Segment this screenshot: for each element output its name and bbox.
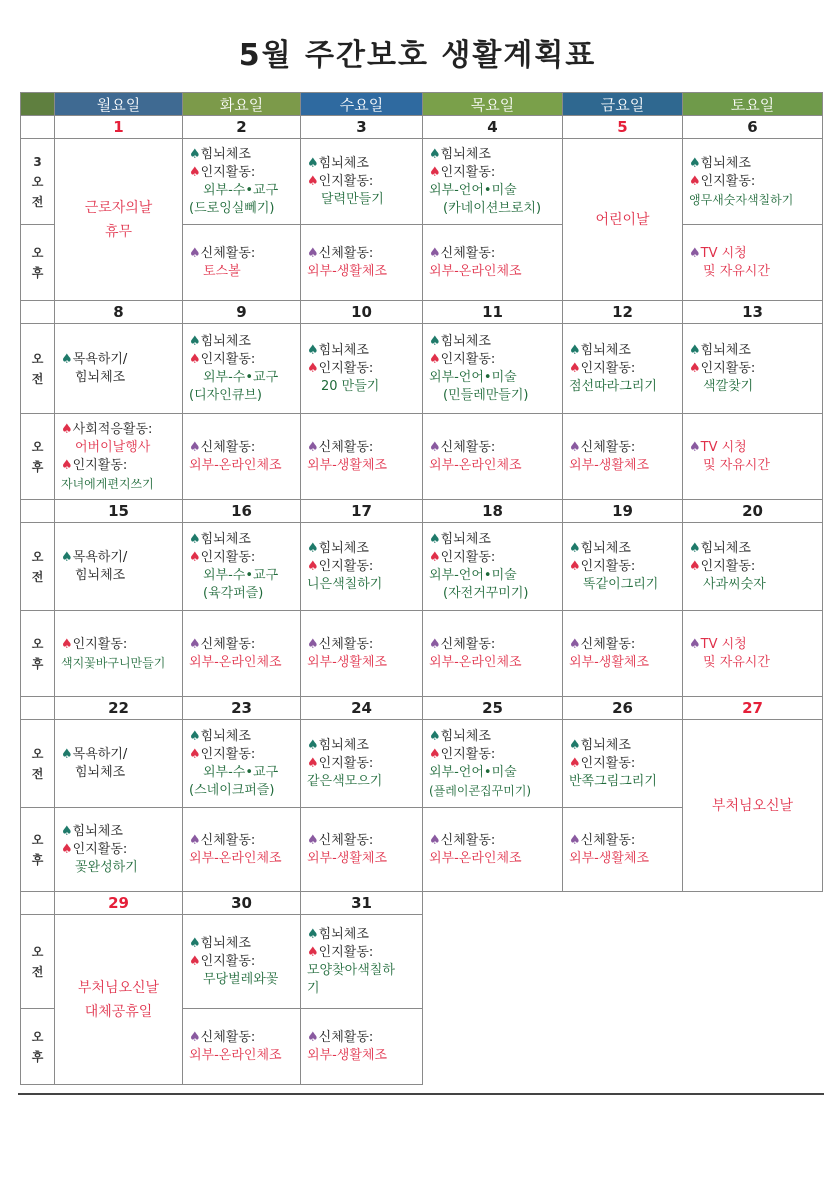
spade-icon: ♠ bbox=[307, 245, 319, 261]
spade-icon: ♠ bbox=[569, 540, 581, 556]
am-label: 3 오 전 bbox=[21, 139, 55, 225]
schedule-cell: ♠목욕하기/ 힘뇌체조 bbox=[55, 523, 183, 611]
spade-icon: ♠ bbox=[429, 549, 441, 565]
day-header-sat: 토요일 bbox=[683, 93, 823, 116]
spade-icon: ♠ bbox=[569, 755, 581, 771]
schedule-cell: ♠신체활동: 외부-생활체조 bbox=[563, 414, 683, 500]
date-number: 3 bbox=[301, 116, 423, 139]
date-number: 25 bbox=[423, 697, 563, 720]
date-number: 4 bbox=[423, 116, 563, 139]
date-number: 24 bbox=[301, 697, 423, 720]
spade-icon: ♠ bbox=[689, 342, 701, 358]
date-number: 20 bbox=[683, 500, 823, 523]
holiday-cell: 부처님오신날 대체공휴일 bbox=[55, 915, 183, 1085]
schedule-cell: ♠신체활동: 외부-온라인체조 bbox=[183, 1009, 301, 1085]
spade-icon: ♠ bbox=[61, 421, 73, 437]
schedule-cell: ♠힘뇌체조 ♠인지활동: 외부-언어•미술 (카네이션브로치) bbox=[423, 139, 563, 225]
date-number: 9 bbox=[183, 301, 301, 324]
spade-icon: ♠ bbox=[689, 636, 701, 652]
spade-icon: ♠ bbox=[189, 935, 201, 951]
date-number: 15 bbox=[55, 500, 183, 523]
schedule-cell: ♠힘뇌체조 ♠인지활동: 외부-언어•미술 (자전거꾸미기) bbox=[423, 523, 563, 611]
schedule-cell: ♠신체활동: 외부-생활체조 bbox=[301, 808, 423, 892]
corner-cell bbox=[21, 93, 55, 116]
date-number: 16 bbox=[183, 500, 301, 523]
spade-icon: ♠ bbox=[429, 245, 441, 261]
date-row bbox=[21, 116, 823, 139]
schedule-cell: ♠힘뇌체조 ♠인지활동: 색깔찾기 bbox=[683, 324, 823, 414]
date-number: 8 bbox=[55, 301, 183, 324]
date-number: 17 bbox=[301, 500, 423, 523]
spade-icon: ♠ bbox=[307, 832, 319, 848]
schedule-cell: ♠신체활동: 외부-생활체조 bbox=[301, 611, 423, 697]
spade-icon: ♠ bbox=[429, 746, 441, 762]
date-number: 19 bbox=[563, 500, 683, 523]
schedule-cell: ♠신체활동: 외부-온라인체조 bbox=[183, 808, 301, 892]
date-number: 30 bbox=[183, 892, 301, 915]
schedule-table bbox=[20, 92, 823, 1085]
schedule-cell: ♠목욕하기/ 힘뇌체조 bbox=[55, 324, 183, 414]
spade-icon: ♠ bbox=[307, 755, 319, 771]
spade-icon: ♠ bbox=[429, 832, 441, 848]
day-header-thu: 목요일 bbox=[423, 93, 563, 116]
schedule-cell: ♠목욕하기/ 힘뇌체조 bbox=[55, 720, 183, 808]
spade-icon: ♠ bbox=[307, 439, 319, 455]
schedule-cell: ♠힘뇌체조 ♠인지활동: 같은색모으기 bbox=[301, 720, 423, 808]
spade-icon: ♠ bbox=[689, 540, 701, 556]
spade-icon: ♠ bbox=[61, 746, 73, 762]
spade-icon: ♠ bbox=[61, 841, 73, 857]
spade-icon: ♠ bbox=[429, 351, 441, 367]
spade-icon: ♠ bbox=[569, 558, 581, 574]
day-header-wed: 수요일 bbox=[301, 93, 423, 116]
schedule-cell: ♠TV 시청 및 자유시간 bbox=[683, 611, 823, 697]
date-number: 10 bbox=[301, 301, 423, 324]
schedule-cell: ♠힘뇌체조 ♠인지활동: 똑같이그리기 bbox=[563, 523, 683, 611]
spade-icon: ♠ bbox=[429, 531, 441, 547]
spade-icon: ♠ bbox=[189, 245, 201, 261]
spade-icon: ♠ bbox=[689, 245, 701, 261]
spade-icon: ♠ bbox=[429, 728, 441, 744]
date-number: 23 bbox=[183, 697, 301, 720]
spade-icon: ♠ bbox=[189, 549, 201, 565]
schedule-cell: ♠힘뇌체조 ♠인지활동: 외부-언어•미술 (플레이콘집꾸미기) bbox=[423, 720, 563, 808]
spade-icon: ♠ bbox=[307, 360, 319, 376]
schedule-cell: ♠힘뇌체조 ♠인지활동: 외부-수•교구 (스네이크퍼즐) bbox=[183, 720, 301, 808]
spade-icon: ♠ bbox=[307, 342, 319, 358]
spade-icon: ♠ bbox=[307, 1029, 319, 1045]
day-header-mon: 월요일 bbox=[55, 93, 183, 116]
spade-icon: ♠ bbox=[569, 636, 581, 652]
date-number: 31 bbox=[301, 892, 423, 915]
spade-icon: ♠ bbox=[189, 333, 201, 349]
page-title: 5월 주간보호 생활계획표 bbox=[238, 38, 597, 73]
schedule-cell: ♠신체활동: 외부-생활체조 bbox=[563, 611, 683, 697]
schedule-cell: ♠힘뇌체조 ♠인지활동: 니은색칠하기 bbox=[301, 523, 423, 611]
date-row bbox=[21, 301, 823, 324]
spade-icon: ♠ bbox=[569, 832, 581, 848]
date-number: 27 bbox=[683, 697, 823, 720]
spade-icon: ♠ bbox=[569, 439, 581, 455]
empty-area bbox=[423, 892, 823, 1085]
schedule-cell: ♠힘뇌체조 ♠인지활동: 꽃완성하기 bbox=[55, 808, 183, 892]
spade-icon: ♠ bbox=[189, 636, 201, 652]
am-label: 오 전 bbox=[21, 324, 55, 414]
date-number: 2 bbox=[183, 116, 301, 139]
schedule-cell: ♠힘뇌체조 ♠인지활동: 20 만들기 bbox=[301, 324, 423, 414]
spade-icon: ♠ bbox=[61, 823, 73, 839]
am-label: 오 전 bbox=[21, 720, 55, 808]
schedule-cell: ♠신체활동: 외부-온라인체조 bbox=[183, 414, 301, 500]
spade-icon: ♠ bbox=[569, 737, 581, 753]
schedule-cell: ♠힘뇌체조 ♠인지활동: 앵무새숫자색칠하기 bbox=[683, 139, 823, 225]
schedule-cell: ♠신체활동: 외부-생활체조 bbox=[301, 1009, 423, 1085]
spade-icon: ♠ bbox=[689, 558, 701, 574]
schedule-cell: ♠신체활동: 외부-온라인체조 bbox=[423, 808, 563, 892]
schedule-cell: ♠힘뇌체조 ♠인지활동: 외부-수•교구 (디자인큐브) bbox=[183, 324, 301, 414]
pm-label: 오 후 bbox=[21, 808, 55, 892]
spade-icon: ♠ bbox=[189, 531, 201, 547]
schedule-cell: ♠신체활동: 외부-생활체조 bbox=[563, 808, 683, 892]
spade-icon: ♠ bbox=[689, 173, 701, 189]
date-number: 22 bbox=[55, 697, 183, 720]
pm-label: 오 후 bbox=[21, 1009, 55, 1085]
schedule-cell: ♠힘뇌체조 ♠인지활동: 모양찾아색칠하 기 bbox=[301, 915, 423, 1009]
spade-icon: ♠ bbox=[307, 155, 319, 171]
spade-icon: ♠ bbox=[569, 342, 581, 358]
spade-icon: ♠ bbox=[189, 953, 201, 969]
pm-label: 오 후 bbox=[21, 225, 55, 301]
date-number: 12 bbox=[563, 301, 683, 324]
spade-icon: ♠ bbox=[429, 636, 441, 652]
date-row bbox=[21, 892, 823, 915]
schedule-cell: ♠신체활동: 토스볼 bbox=[183, 225, 301, 301]
spade-icon: ♠ bbox=[189, 351, 201, 367]
spade-icon: ♠ bbox=[189, 1029, 201, 1045]
schedule-cell: ♠힘뇌체조 ♠인지활동: 달력만들기 bbox=[301, 139, 423, 225]
spade-icon: ♠ bbox=[429, 146, 441, 162]
holiday-cell: 어린이날 bbox=[563, 139, 683, 301]
schedule-cell: ♠힘뇌체조 ♠인지활동: 반쪽그림그리기 bbox=[563, 720, 683, 808]
spade-icon: ♠ bbox=[307, 173, 319, 189]
spade-icon: ♠ bbox=[689, 155, 701, 171]
schedule-cell: ♠신체활동: 외부-온라인체조 bbox=[423, 225, 563, 301]
spade-icon: ♠ bbox=[429, 333, 441, 349]
schedule-cell: ♠신체활동: 외부-온라인체조 bbox=[423, 611, 563, 697]
spade-icon: ♠ bbox=[189, 164, 201, 180]
date-number: 18 bbox=[423, 500, 563, 523]
schedule-cell: ♠신체활동: 외부-온라인체조 bbox=[183, 611, 301, 697]
schedule-cell: ♠인지활동: 색지꽃바구니만들기 bbox=[55, 611, 183, 697]
spade-icon: ♠ bbox=[189, 746, 201, 762]
spade-icon: ♠ bbox=[61, 549, 73, 565]
spade-icon: ♠ bbox=[61, 457, 73, 473]
spade-icon: ♠ bbox=[189, 728, 201, 744]
spade-icon: ♠ bbox=[689, 360, 701, 376]
date-number: 6 bbox=[683, 116, 823, 139]
date-row bbox=[21, 500, 823, 523]
spade-icon: ♠ bbox=[307, 636, 319, 652]
holiday-cell: 근로자의날 휴무 bbox=[55, 139, 183, 301]
date-row bbox=[21, 697, 823, 720]
spade-icon: ♠ bbox=[61, 351, 73, 367]
schedule-cell: ♠TV 시청 및 자유시간 bbox=[683, 414, 823, 500]
am-label: 오 전 bbox=[21, 523, 55, 611]
schedule-cell: ♠신체활동: 외부-온라인체조 bbox=[423, 414, 563, 500]
schedule-cell: ♠힘뇌체조 ♠인지활동: 사과씨숫자 bbox=[683, 523, 823, 611]
spade-icon: ♠ bbox=[189, 832, 201, 848]
date-number: 1 bbox=[55, 116, 183, 139]
date-number: 29 bbox=[55, 892, 183, 915]
schedule-cell: ♠신체활동: 외부-생활체조 bbox=[301, 414, 423, 500]
day-header-tue: 화요일 bbox=[183, 93, 301, 116]
date-number: 13 bbox=[683, 301, 823, 324]
schedule-cell: ♠사회적응활동: 어버이날행사 ♠인지활동: 자녀에게편지쓰기 bbox=[55, 414, 183, 500]
schedule-cell: ♠힘뇌체조 ♠인지활동: 외부-수•교구 (드로잉실뻬기) bbox=[183, 139, 301, 225]
spade-icon: ♠ bbox=[307, 926, 319, 942]
spade-icon: ♠ bbox=[429, 439, 441, 455]
schedule-cell: ♠힘뇌체조 ♠인지활동: 점선따라그리기 bbox=[563, 324, 683, 414]
spade-icon: ♠ bbox=[307, 737, 319, 753]
bottom-divider bbox=[18, 1093, 824, 1095]
spade-icon: ♠ bbox=[189, 439, 201, 455]
date-number: 5 bbox=[563, 116, 683, 139]
spade-icon: ♠ bbox=[61, 636, 73, 652]
schedule-cell: ♠힘뇌체조 ♠인지활동: 외부-언어•미술 (민들레만들기) bbox=[423, 324, 563, 414]
spade-icon: ♠ bbox=[689, 439, 701, 455]
spade-icon: ♠ bbox=[307, 540, 319, 556]
date-number: 26 bbox=[563, 697, 683, 720]
schedule-cell: ♠TV 시청 및 자유시간 bbox=[683, 225, 823, 301]
am-label: 오 전 bbox=[21, 915, 55, 1009]
spade-icon: ♠ bbox=[189, 146, 201, 162]
spade-icon: ♠ bbox=[307, 558, 319, 574]
day-header-fri: 금요일 bbox=[563, 93, 683, 116]
holiday-cell: 부처님오신날 bbox=[683, 720, 823, 892]
schedule-cell: ♠힘뇌체조 ♠인지활동: 외부-수•교구 (육각퍼즐) bbox=[183, 523, 301, 611]
pm-label: 오 후 bbox=[21, 414, 55, 500]
spade-icon: ♠ bbox=[429, 164, 441, 180]
spade-icon: ♠ bbox=[569, 360, 581, 376]
pm-label: 오 후 bbox=[21, 611, 55, 697]
date-number: 11 bbox=[423, 301, 563, 324]
schedule-cell: ♠신체활동: 외부-생활체조 bbox=[301, 225, 423, 301]
spade-icon: ♠ bbox=[307, 944, 319, 960]
schedule-cell: ♠힘뇌체조 ♠인지활동: 무당벌레와꽃 bbox=[183, 915, 301, 1009]
